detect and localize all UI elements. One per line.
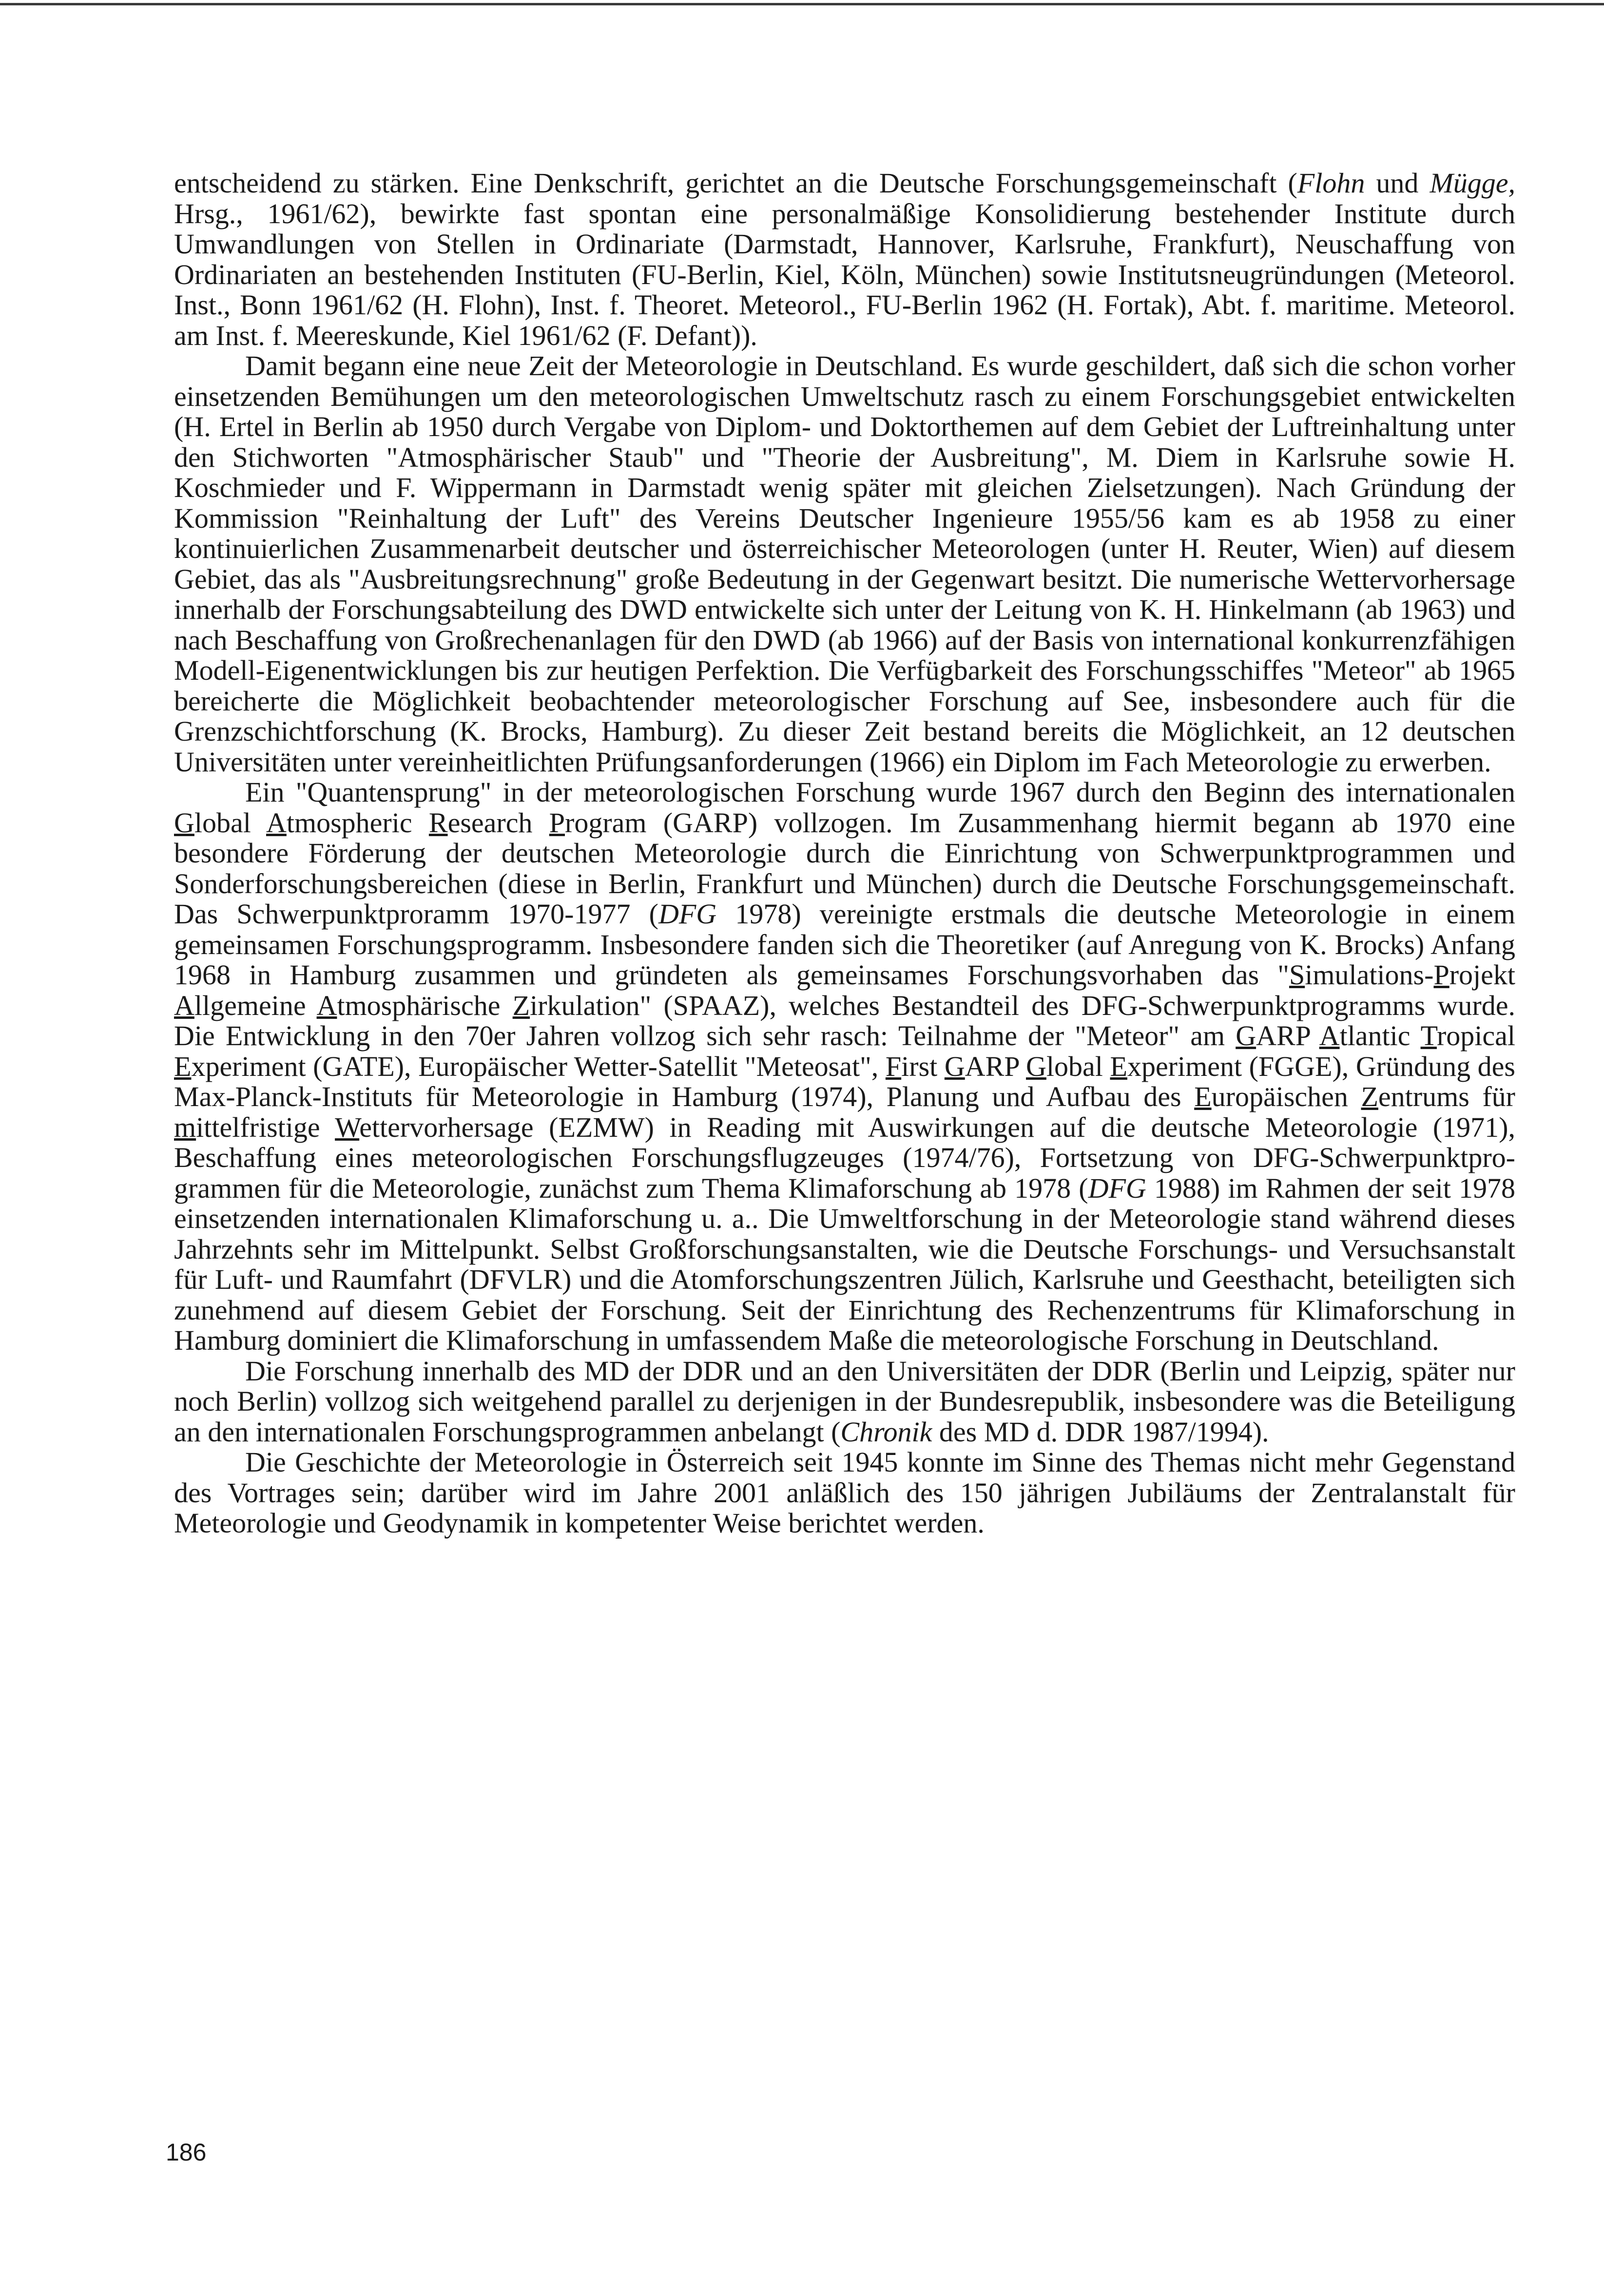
italic-run: Chronik: [840, 1416, 932, 1448]
text-run: ropical: [1436, 1020, 1515, 1052]
text-run: Hrsg., 1961/62), bewirkte fast spontan eine personalmäßige Konsolidierung bestehender Institute durch Umwandlungen von Stellen in Ordinariate (Darmstadt, Hannover, Karlsruhe, Frankfurt), Neuschaffung von Ordinariaten an bestehenden Instituten (FU-Berlin, Kiel, Köln, München) sowie Institutsneugründungen (Meteorol. Inst., Bonn 1961/62 (H. Flohn), Inst. f. Theoret. Meteorol., FU-Berlin 1962 (H. Fortak), Abt. f. maritime. Meteorol. am Inst. f. Meereskunde, Kiel 1961/62 (F. Defant)).: [174, 197, 1515, 351]
text-run: Damit begann eine neue Zeit der Meteorologie in Deutschland. Es wurde geschildert, daß sich die schon vorher einsetzenden Bemühungen um den meteorologischen Umweltschutz rasch zu einem Forschungsgebiet entwickelten (H. Ertel in Berlin ab 1950 durch Vergabe von Diplom- und Doktorthemen auf dem Gebiet der Luftreinhaltung unter den Stichworten "Atmosphärischer Staub" und "Theorie der Ausbreitung", M. Diem in Karlsruhe sowie H. Koschmieder und F. Wippermann in Darmstadt wenig später mit gleichen Zielsetzungen). Nach Gründung der Kommission "Reinhaltung der Luft" des Vereins Deutscher Ingenieure 1955/56 kam es ab 1958 zu einer kontinuierlichen Zusammenarbeit deutscher und österreichischer Meteorologen (unter H. Reuter, Wien) auf diesem Gebiet, das als "Ausbreitungsrechnung" große Bedeutung in der Gegenwart besitzt. Die numerische Wettervorhersage innerhalb der Forschungsabteilung des DWD entwickelte sich unter der Leitung von K. H. Hinkelmann (ab 1963) und nach Beschaffung von Großrechenanlagen für den DWD (ab 1966) auf der Basis von international konkurrenzfähigen Modell-Eigenentwicklungen bis zur heutigen Perfektion. Die Verfügbarkeit des Forschungsschiffes "Meteor" ab 1965 bereicherte die Möglichkeit beobachtender meteorologischer Forschung auf See, insbesondere auch für die Grenzschichtforschung (K. Brocks, Hamburg). Zu dieser Zeit bestand bereits die Möglichkeit, an 12 deutschen Universitäten unter vereinheitlichten Prüfungsanforderungen (1966) ein Diplom im Fach Meteorologie zu erwerben.: [174, 350, 1515, 778]
text-run: und: [1365, 167, 1430, 199]
paragraph-2: [174, 351, 1515, 777]
underlined-initial: Z: [512, 989, 530, 1021]
underlined-initial: P: [549, 806, 565, 839]
underlined-initial: W: [335, 1111, 360, 1143]
underlined-initial: G: [944, 1050, 965, 1082]
underlined-initial: G: [1026, 1050, 1046, 1082]
paragraph-3: [174, 777, 1515, 1356]
italic-run: Flohn: [1297, 167, 1365, 199]
text-run: ARP: [1256, 1020, 1319, 1052]
text-run: irst: [901, 1050, 945, 1082]
text-run: uropäischen: [1211, 1081, 1361, 1112]
underlined-initial: S: [1289, 959, 1305, 991]
italic-run: DFG: [658, 898, 717, 930]
text-run: lobal: [194, 806, 266, 839]
text-run: Die Forschung innerhalb des MD der DDR und an den Universitäten der DDR (Berlin und Leipzig, später nur noch Berlin) vollzog sich weitgehend parallel zu derjenigen in der Bundesrepublik, insbesondere was die Beteiligung an den internationalen Forschungsprogrammen anbelangt (: [174, 1355, 1515, 1448]
underlined-initial: E: [1110, 1050, 1127, 1082]
text-run: irkulation" (SPAAZ), welches Bestandteil des DFG-Schwerpunktprogramms wurde. Die Entwicklung in den 70er Jahren vollzog sich sehr rasch: Teilnahme der "Meteor" am: [174, 989, 1515, 1052]
text-run: tmospheric: [286, 806, 429, 839]
text-run: entrums für: [1378, 1081, 1515, 1112]
text-run: des MD d. DDR 1987/1994).: [932, 1416, 1269, 1448]
text-run: xperiment (FGGE), Gründung des Max-Planck-Instituts für Meteorologie in Hamburg (1974), Planung und Aufbau des: [174, 1050, 1515, 1112]
text-run: imulations-: [1305, 959, 1434, 991]
underlined-initial: P: [1433, 959, 1449, 991]
underlined-initial: Z: [1361, 1081, 1378, 1112]
underlined-initial: F: [885, 1050, 902, 1082]
underlined-initial: m: [174, 1111, 196, 1143]
page-number: 186: [166, 2139, 207, 2166]
text-run: rogram (GARP) vollzogen. Im Zusammenhang hiermit begann ab 1970 eine besondere Förderung der deutschen Meteorologie durch die Einrichtung von Schwerpunktprogrammen und Sonderforschungsbereichen (diese in Berlin, Frankfurt und München) durch die Deutsche Forschungsgemeinschaft. Das Schwerpunktproramm 1970-1977 (: [174, 806, 1516, 930]
underlined-initial: G: [174, 806, 194, 839]
text-run: tmosphärische: [337, 989, 513, 1021]
text-run: rojekt: [1449, 959, 1515, 991]
text-run: ARP: [965, 1050, 1026, 1082]
paragraph-5: [174, 1447, 1515, 1539]
underlined-initial: A: [316, 989, 337, 1021]
text-run: lobal: [1046, 1050, 1110, 1082]
top-rule: [0, 3, 1604, 5]
text-run: ittelfristige: [196, 1111, 335, 1143]
underlined-initial: A: [1319, 1020, 1340, 1052]
underlined-initial: A: [174, 989, 194, 1021]
underlined-initial: A: [266, 806, 287, 839]
text-run: Die Geschichte der Meteorologie in Österreich seit 1945 konnte im Sinne des Themas nicht mehr Gegenstand des Vortrages sein; darüber wird im Jahre 2001 anläßlich des 150 jährigen Jubiläums der Zentralanstalt für Meteorologie und Geodynamik in kompetenter Weise berichtet werden.: [174, 1446, 1515, 1539]
italic-run: Mügge,: [1430, 167, 1515, 199]
paragraph-4: [174, 1356, 1515, 1448]
underlined-initial: R: [428, 806, 448, 839]
underlined-initial: E: [1194, 1081, 1212, 1112]
text-run: Ein "Quantensprung" in der meteorologischen Forschung wurde 1967 durch den Beginn des internationalen: [245, 776, 1515, 808]
text-run: llgemeine: [194, 989, 317, 1021]
text-run: tlantic: [1339, 1020, 1421, 1052]
text-run: ettervorhersage (EZMW) in Reading mit Auswirkungen auf die deutsche Meteorologie (1971), Beschaffung eines meteorologischen Forschungsflugzeuges (1974/76), Fortsetzung von DFG-Schwerpunktprogrammen für die Meteorologie, zunächst zum Thema Klimaforschung ab 1978 (: [174, 1111, 1515, 1204]
underlined-initial: E: [174, 1050, 192, 1082]
text-run: 1988) im Rahmen der seit 1978 einsetzenden internationalen Klimaforschung u. a.. Die Umweltforschung in der Meteorologie stand während dieses Jahrzehnts sehr im Mittelpunkt. Selbst Großforschungsanstalten, wie die Deutsche Forschungs- und Versuchsanstalt für Luft- und Raumfahrt (DFVLR) und die Atomforschungszentren Jülich, Karlsruhe und Geesthacht, beteiligten sich zunehmend auf diesem Gebiet der Forschung. Seit der Einrichtung des Rechenzentrums für Klimaforschung in Hamburg dominiert die Klimaforschung in umfassendem Maße die meteorologische Forschung in Deutschland.: [174, 1172, 1516, 1356]
underlined-initial: G: [1236, 1020, 1256, 1052]
underlined-initial: T: [1420, 1020, 1437, 1052]
text-run: xperiment (GATE), Europäischer Wetter-Satellit "Meteosat",: [191, 1050, 886, 1082]
italic-run: DFG: [1088, 1172, 1146, 1204]
text-run: entscheidend zu stärken. Eine Denkschrift, gerichtet an die Deutsche Forschungsgemeinschaft (: [174, 167, 1297, 199]
text-run: 1978) vereinigte erstmals die deutsche Meteorologie in einem gemeinsamen Forschungsprogramm. Insbesondere fanden sich die Theoretiker (auf Anregung von K. Brocks) Anfang 1968 in Hamburg zusammen und gründeten als gemeinsames Forschungsvorhaben das ": [174, 898, 1515, 991]
text-run: esearch: [447, 806, 549, 839]
paragraph-1: [174, 168, 1515, 351]
body-text: [174, 168, 1515, 1539]
